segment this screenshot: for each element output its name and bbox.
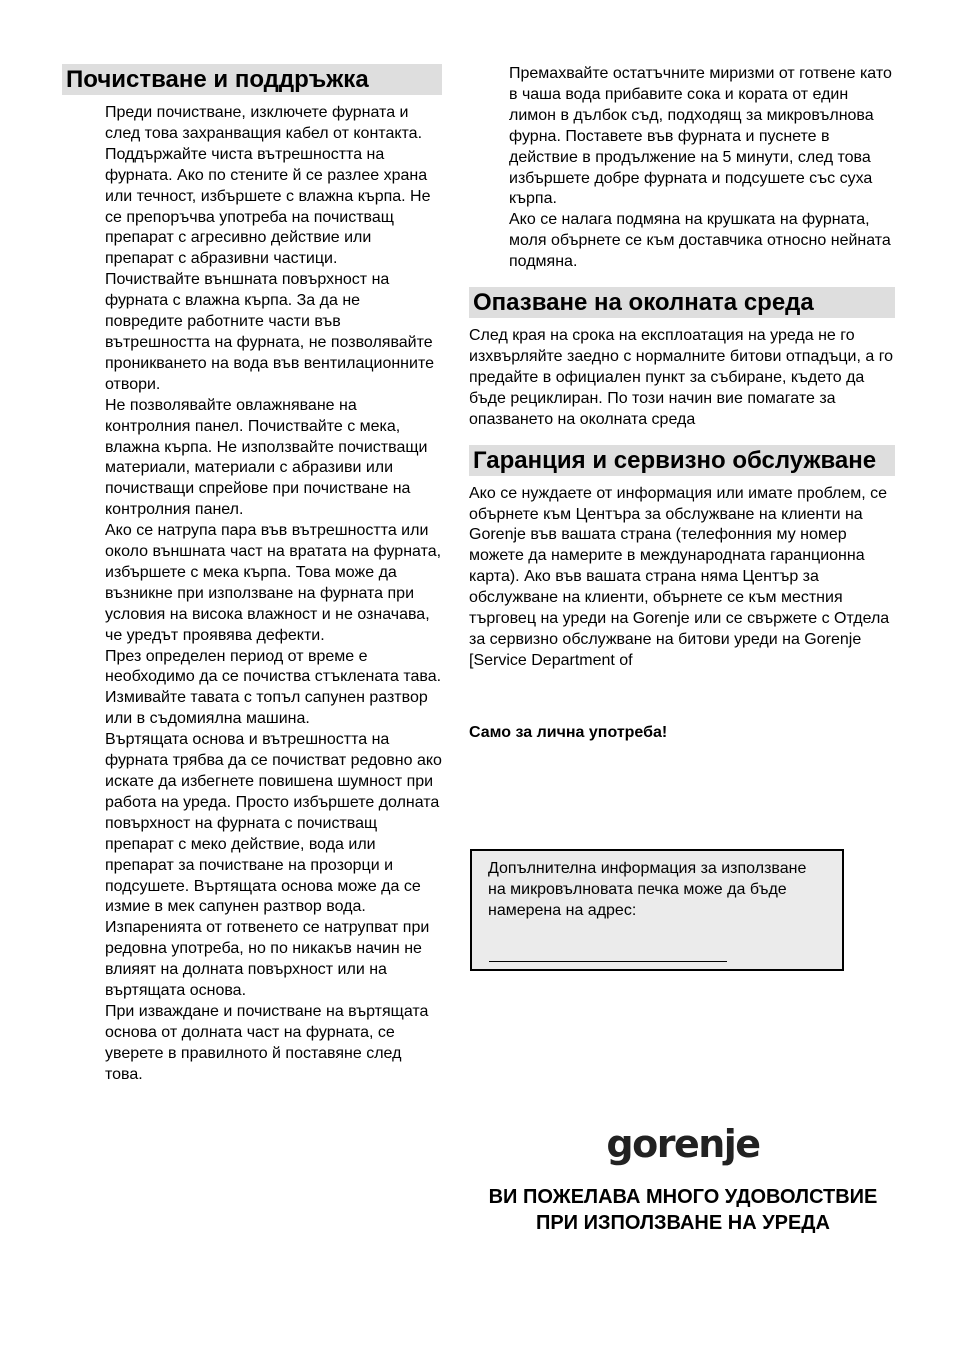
cleaning-paragraph: Не позволявайте овлажняване на контролния панел. Почиствайте с мека, влажна кърпа. Не използвайте почистващи материали, материали с абразиви или почистващи спрейове при почистване на контролния панел. xyxy=(105,396,428,519)
slogan: ВИ ПОЖЕЛАВА МНОГО УДОВОЛСТВИЕ ПРИ ИЗПОЛЗВАНЕ НА УРЕДА xyxy=(488,1186,878,1234)
address-blank-line xyxy=(489,961,727,962)
environment-text: След края на срока на експлоатация на уреда не го изхвърляйте заедно с нормалните битови отпадъци, а го предайте в официален пункт за събиране, където да бъде рециклиран. По този начин вие помагате за опазването на околната среда xyxy=(469,327,894,428)
cleaning-paragraph: Ако се натрупа пара във вътрешността или около външната част на вратата на фурната, избършете с мека кърпа. Това може да възникне при използване на фурната при условия на висока влажност и не означава, че уредът проявява дефекти. xyxy=(105,522,442,644)
cleaning-paragraph: Почиствайте външната повърхност на фурната с влажна кърпа. За да не повредите работните части във вътрешността на фурната, не позволявайте проникването на вода във вентилационните отвори. xyxy=(105,271,434,393)
cleaning-text xyxy=(62,95,442,1086)
odor-bulb-text xyxy=(469,64,895,273)
cleaning-paragraph: През определен период от време е необходимо да се почиства стъклената тава. Измивайте тавата с топъл сапунен разтвор или в съдомиялна машина. xyxy=(105,647,442,728)
cleaning-heading: Почистване и поддръжка xyxy=(62,64,442,95)
personal-use-note: Само за лична употреба! xyxy=(469,723,668,741)
gorenje-logo: gorenje xyxy=(606,1122,760,1166)
left-column xyxy=(62,64,442,1086)
info-box xyxy=(470,849,844,971)
right-column xyxy=(469,64,895,742)
cleaning-paragraph: Въртящата основа и вътрешността на фурната трябва да се почистват редовно ако искате да избегнете повишена шумност при работа на уреда. Просто избършете долната повърхност на фурната с почистващ препарат с меко действие, вода или препарат за почистване на прозорци и подсушете. Въртящата основа може да се измие в мек сапунен разтвор вода. Изпаренията от готвенето се натрупват при редовна употреба, но по никакъв начин не влияят на долната повърхност или на въртящата основа. xyxy=(105,731,442,1000)
environment-heading: Опазване на околната среда xyxy=(469,287,895,318)
odor-paragraph: Премахвайте остатъчните миризми от готвене като в чаша вода прибавите сока и кората от един лимон в дълбок съд, подходящ за микровълнова фурна. Поставете във фурната и пуснете в действие в продължение на 5 минути, след това избършете добре фурната и подсушете със суха кърпа. xyxy=(509,65,892,208)
cleaning-paragraph: При изваждане и почистване на въртящата основа от долната част на фурната, се уверете в правилното й поставяне след това. xyxy=(105,1002,429,1083)
warranty-heading: Гаранция и сервизно обслужване xyxy=(469,445,895,476)
info-box-text: Допълнителна информация за използване на микровълновата печка може да бъде намерена на адрес: xyxy=(488,860,807,919)
cleaning-paragraph: Поддържайте чиста вътрешността на фурната. Ако по стените й се разлее храна или течност, избършете с влажна кърпа. Не се препоръчва употреба на почистващ препарат с агресивно действие или препарат с абразивни частици. xyxy=(105,145,431,268)
bulb-paragraph: Ако се налага подмяна на крушката на фурната, моля обърнете се към доставчика относно нейната подмяна. xyxy=(509,211,891,271)
cleaning-paragraph: Преди почистване, изключете фурната и след това захранващия кабел от контакта. xyxy=(105,104,423,142)
warranty-text: Ако се нуждаете от информация или имате проблем, се обърнете към Центъра за обслужване на клиенти на Gorenje във вашата страна (телефонния му номер можете да намерите в международната гаранционна карта). Ако във вашата страна няма Център за обслужване на клиенти, обърнете се към местния търговец на уреди на Gorenje или се свържете с Отдела за сервизно обслужване на битови уреди на Gorenje [Service Department of xyxy=(469,484,890,669)
